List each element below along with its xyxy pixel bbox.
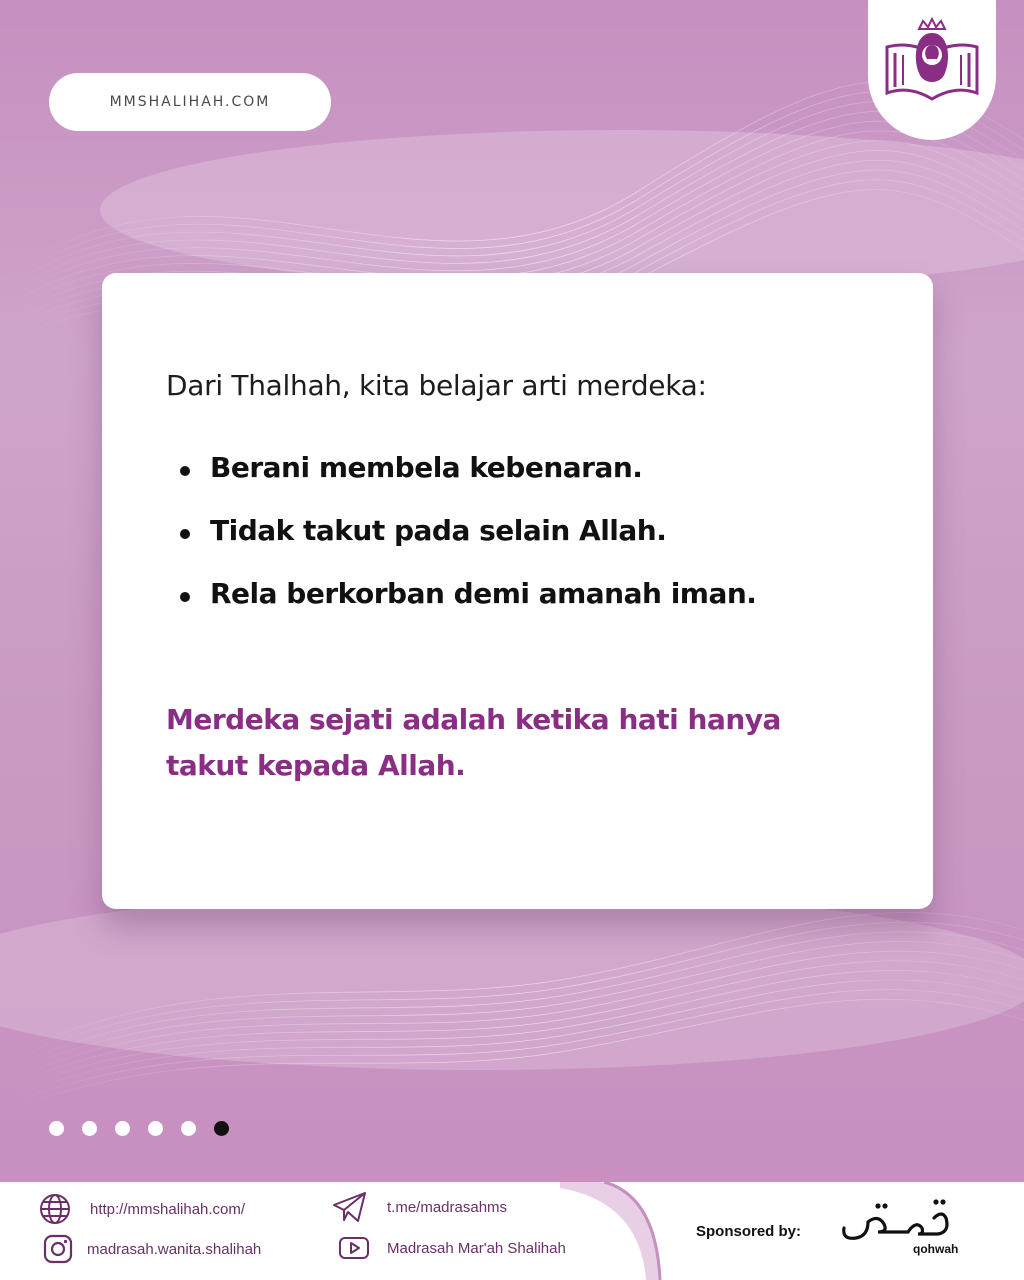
youtube-icon <box>338 1234 370 1262</box>
website-link[interactable] <box>38 1192 245 1226</box>
list-item <box>166 451 756 514</box>
page-dot[interactable] <box>82 1121 97 1136</box>
intro-text: Dari Thalhah, kita belajar arti merdeka: <box>166 369 707 402</box>
globe-icon <box>38 1192 72 1226</box>
instagram-link[interactable] <box>43 1234 261 1264</box>
brand-logo-badge <box>868 0 996 140</box>
closing-quote: Merdeka sejati adalah ketika hati hanya takut kepada Allah. <box>166 703 781 782</box>
qohwah-logo <box>838 1196 953 1246</box>
sponsor-label: Sponsored by: <box>696 1223 802 1240</box>
points-list <box>166 451 756 640</box>
point-text: Tidak takut pada selain Allah. <box>210 514 667 547</box>
bullet-icon <box>180 592 190 602</box>
content-card <box>102 273 933 909</box>
instagram-text: madrasah.wanita.shalihah <box>87 1240 262 1258</box>
footer-bar <box>0 1182 1024 1280</box>
site-url-label: MMSHALIHAH.COM <box>109 94 271 110</box>
list-item <box>166 514 756 577</box>
telegram-text: t.me/madrasahms <box>387 1198 508 1216</box>
website-text: http://mmshalihah.com/ <box>90 1200 246 1218</box>
page-dot[interactable] <box>49 1121 64 1136</box>
madrasah-logo-icon <box>879 15 985 115</box>
point-text: Berani membela kebenaran. <box>210 451 643 484</box>
page-dot[interactable] <box>181 1121 196 1136</box>
telegram-link[interactable] <box>332 1190 507 1224</box>
youtube-link[interactable] <box>338 1234 566 1262</box>
site-url-pill[interactable] <box>49 73 331 131</box>
sponsor-name: qohwah <box>913 1242 959 1256</box>
pagination-dots <box>49 1121 229 1136</box>
page-dot[interactable] <box>115 1121 130 1136</box>
list-item <box>166 577 756 640</box>
page-dot[interactable] <box>148 1121 163 1136</box>
telegram-icon <box>332 1190 368 1224</box>
page-dot-active[interactable] <box>214 1121 229 1136</box>
youtube-text: Madrasah Mar'ah Shalihah <box>387 1239 566 1257</box>
bullet-icon <box>180 466 190 476</box>
instagram-icon <box>43 1234 73 1264</box>
footer-swoosh <box>560 1182 680 1280</box>
point-text: Rela berkorban demi amanah iman. <box>210 577 757 610</box>
bullet-icon <box>180 529 190 539</box>
